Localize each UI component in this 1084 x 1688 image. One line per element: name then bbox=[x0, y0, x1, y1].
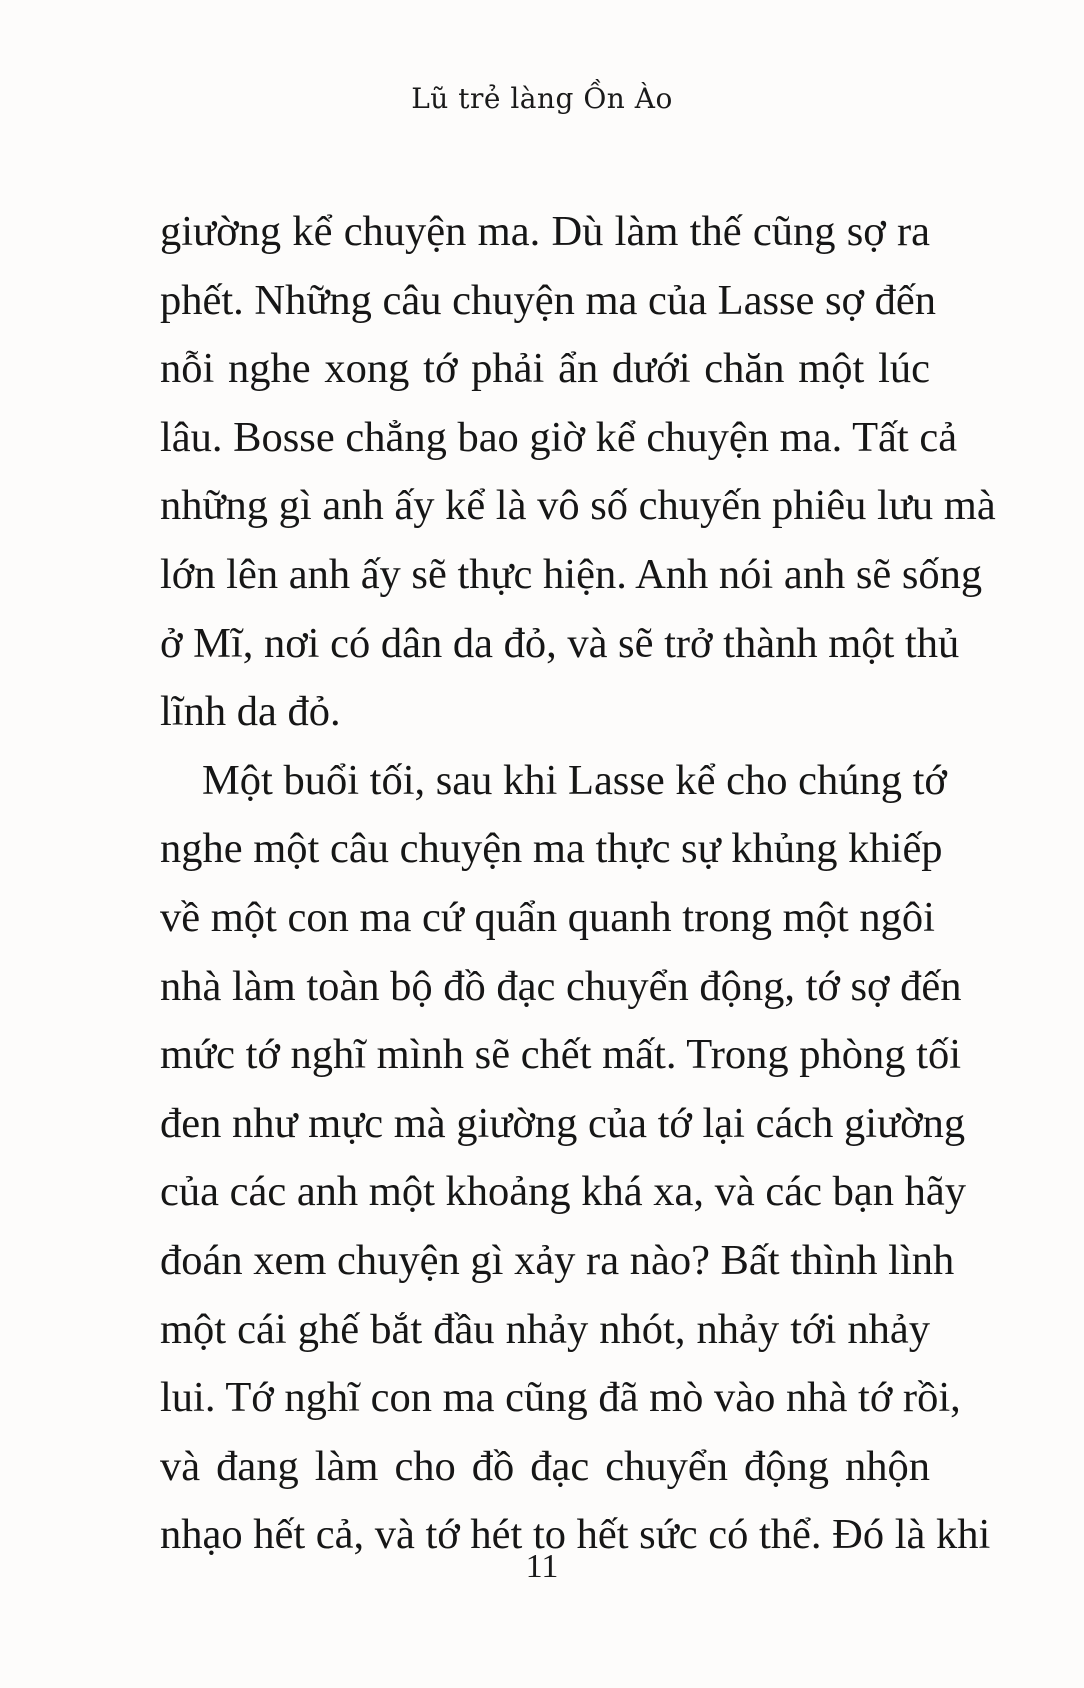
text-line: lớn lên anh ấy sẽ thực hiện. Anh nói anh sẽ sống bbox=[160, 550, 983, 598]
text-line: nỗi nghe xong tớ phải ẩn dưới chăn một lúc bbox=[160, 345, 930, 393]
paragraph-start-line: Một buổi tối, sau khi Lasse kể cho chúng tớ bbox=[202, 756, 947, 804]
text-line: những gì anh ấy kể là vô số chuyến phiêu lưu mà bbox=[160, 482, 996, 530]
running-header: Lũ trẻ làng Ồn Ào bbox=[411, 82, 673, 115]
text-line: đen như mực mà giường của tớ lại cách giường bbox=[160, 1099, 966, 1147]
text-line: nghe một câu chuyện ma thực sự khủng khiếp bbox=[160, 825, 943, 873]
text-line: lui. Tớ nghĩ con ma cũng đã mò vào nhà tớ rồi, bbox=[160, 1374, 961, 1422]
text-line: đoán xem chuyện gì xảy ra nào? Bất thình lình bbox=[160, 1236, 955, 1284]
text-line: một cái ghế bắt đầu nhảy nhót, nhảy tới nhảy bbox=[160, 1305, 930, 1353]
paragraph-end-line: lĩnh da đỏ. bbox=[160, 688, 341, 736]
text-line: của các anh một khoảng khá xa, và các bạn hãy bbox=[160, 1168, 966, 1216]
text-line: giường kể chuyện ma. Dù làm thế cũng sợ ra bbox=[160, 208, 930, 255]
text-line: phết. Những câu chuyện ma của Lasse sợ đến bbox=[160, 276, 937, 324]
text-line: nhà làm toàn bộ đồ đạc chuyển động, tớ sợ đến bbox=[160, 962, 962, 1010]
text-line: ở Mĩ, nơi có dân da đỏ, và sẽ trở thành một thủ bbox=[160, 619, 960, 667]
text-line: lâu. Bosse chẳng bao giờ kể chuyện ma. Tất cả bbox=[160, 413, 958, 461]
text-line: mức tớ nghĩ mình sẽ chết mất. Trong phòng tối bbox=[160, 1031, 962, 1079]
page-number: 11 bbox=[525, 1548, 559, 1585]
text-line: nhạo hết cả, và tớ hét to hết sức có thể. Đó là khi bbox=[160, 1511, 991, 1559]
text-line: và đang làm cho đồ đạc chuyển động nhộn bbox=[160, 1442, 930, 1490]
body-text bbox=[160, 198, 996, 1570]
text-line: về một con ma cứ quẩn quanh trong một ngôi bbox=[160, 893, 935, 941]
